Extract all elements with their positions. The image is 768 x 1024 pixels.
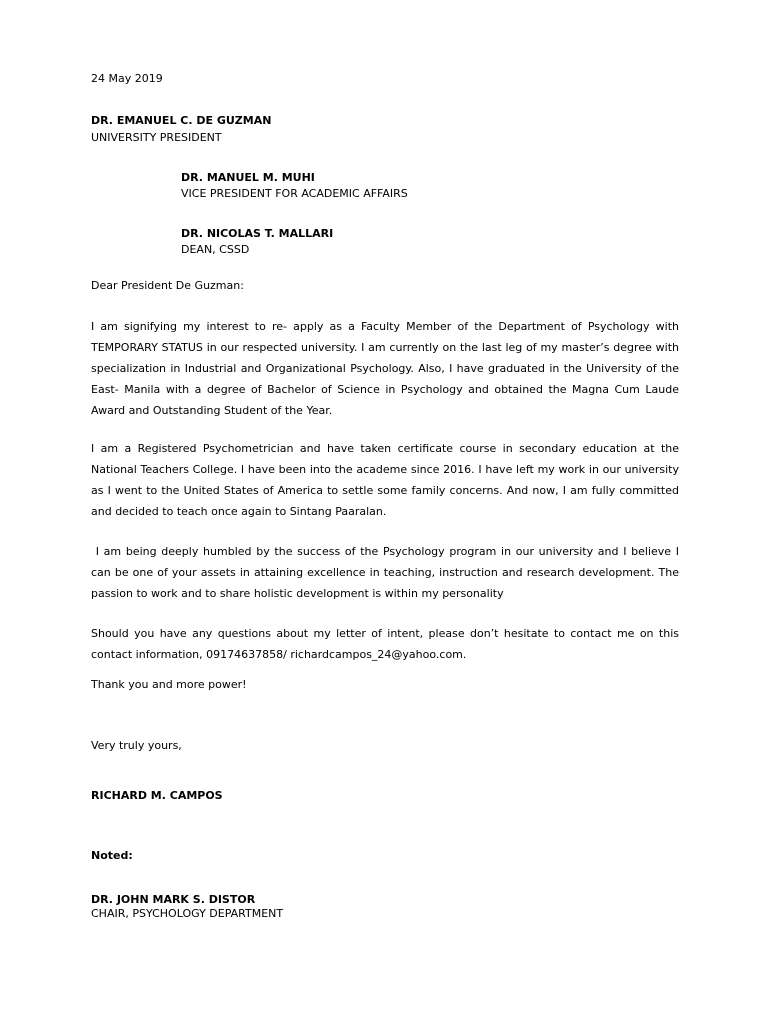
letter-date: 24 May 2019 <box>91 72 163 85</box>
thru-2-name: DR. NICOLAS T. MALLARI <box>181 227 334 240</box>
thru-1-name: DR. MANUEL M. MUHI <box>181 171 315 184</box>
recipient-name: DR. EMANUEL C. DE GUZMAN <box>91 114 272 127</box>
body-paragraph-4: Should you have any questions about my letter of intent, please don’t hesitate to contact me on this contact information, 09174637858/ richardcampos_24@yahoo.com. <box>91 627 679 661</box>
complimentary-closing: Very truly yours, <box>91 739 182 752</box>
body-paragraph-2: I am a Registered Psychometrician and have taken certificate course in secondary education at the National Teachers College. I have been into the academe since 2016. I have left my work in our university as I went to the United States of America to settle some family concerns. And now, I am fully committed and decided to teach once again to Sintang Paaralan. <box>91 442 679 518</box>
noted-by-title: CHAIR, PSYCHOLOGY DEPARTMENT <box>91 907 284 920</box>
salutation: Dear President De Guzman: <box>91 279 244 292</box>
thanks-line: Thank you and more power! <box>91 678 247 691</box>
body-paragraph-3: I am being deeply humbled by the success of the Psychology program in our university and I believe I can be one of your assets in attaining excellence in teaching, instruction and research development. The passion to work and to share holistic development is within my personality <box>91 545 683 600</box>
noted-label: Noted: <box>91 849 133 862</box>
body-paragraph-1: I am signifying my interest to re- apply as a Faculty Member of the Department of Psychology with TEMPORARY STATUS in our respected university. I am currently on the last leg of my master’s degree with specialization in Industrial and Organizational Psychology. Also, I have graduated in the University of the East- Manila with a degree of Bachelor of Science in Psychology and obtained the Magna Cum Laude Award and Outstanding Student of the Year. <box>91 320 679 417</box>
thru-2-title: DEAN, CSSD <box>181 243 250 256</box>
signatory-name: RICHARD M. CAMPOS <box>91 789 223 802</box>
recipient-title: UNIVERSITY PRESIDENT <box>91 131 222 144</box>
noted-by-name: DR. JOHN MARK S. DISTOR <box>91 893 256 906</box>
thru-1-title: VICE PRESIDENT FOR ACADEMIC AFFAIRS <box>181 187 408 200</box>
